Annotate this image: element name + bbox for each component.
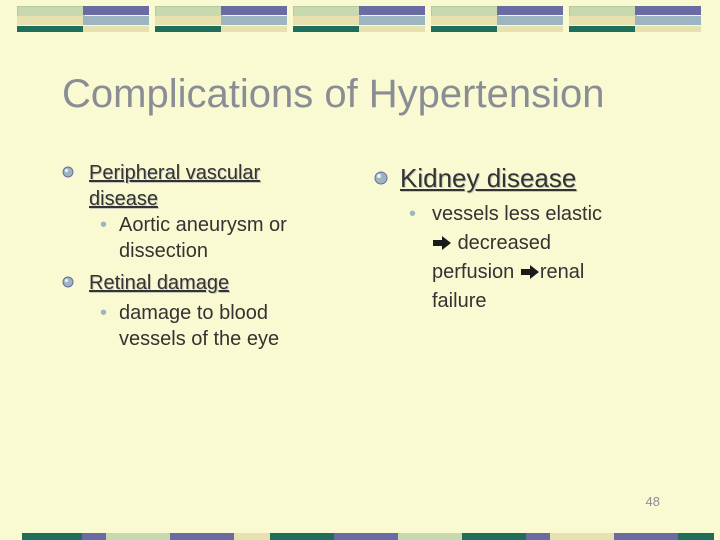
band-block [550,533,614,540]
sub-bullet-line2-row [432,229,672,258]
band-block [221,16,287,25]
band-block [398,533,462,540]
sub-bullet-line2: dissection [119,240,208,262]
bullet-sphere-icon [62,276,74,288]
sub-bullet-line2: decreased [457,232,551,254]
band-block [83,6,149,15]
sub-bullet-vessels [372,200,672,316]
band-block [17,16,83,25]
bullet-label: Retinal damage [89,272,230,294]
bullet-sphere-icon [62,166,74,178]
band-block [359,26,425,32]
left-column [60,160,350,352]
band-block [155,26,221,32]
band-block [635,6,701,15]
bullet-kidney-disease [372,162,672,194]
band-block [431,26,497,32]
band-block [83,16,149,25]
sub-bullet-line1: damage to blood [119,302,269,324]
bullet-sphere-icon [374,171,388,185]
band-block [569,16,635,25]
band-block [22,533,82,540]
band-block [293,26,359,32]
right-arrow-icon [432,235,452,251]
band-block [359,16,425,25]
bullet-label: Kidney disease [400,163,577,193]
band-block [569,26,635,32]
band-block [678,533,714,540]
band-block [270,533,334,540]
band-block [334,533,398,540]
band-block [462,533,526,540]
sub-bullet-line2: vessels of the eye [119,328,280,350]
sub-bullet-line1: Aortic aneurysm or [119,214,287,236]
band-block [17,26,83,32]
sub-bullet-line3a: perfusion [432,261,515,283]
band-block [170,533,234,540]
bullet-retinal-damage [60,270,350,296]
band-block [614,533,678,540]
band-block [497,16,563,25]
page-number: 48 [645,494,660,509]
band-block [155,16,221,25]
band-block [431,16,497,25]
band-block [497,6,563,15]
right-column [372,162,672,316]
band-block [234,533,270,540]
bullet-label-line1: Peripheral vascular [89,162,261,184]
sub-bullet-blood-vessels [60,300,350,352]
band-block [293,16,359,25]
sub-bullet-dot-icon: • [409,203,417,225]
sub-bullet-line3-row [432,258,672,287]
band-block [221,26,287,32]
sub-bullet-dot-icon: • [100,214,108,236]
bullet-peripheral-vascular [60,160,350,212]
sub-bullet-line3b: renal [539,261,585,283]
top-decorative-band [0,6,720,34]
bullet-label-line2: disease [89,188,158,210]
right-arrow-icon [520,264,540,280]
bottom-decorative-band [0,533,720,540]
slide-title: Complications of Hypertension [62,72,605,116]
band-block [83,26,149,32]
band-block [359,6,425,15]
band-block [526,533,550,540]
sub-bullet-aortic [60,212,350,264]
band-block [82,533,106,540]
band-block [635,26,701,32]
sub-bullet-line1: vessels less elastic [432,203,603,225]
band-block [106,533,170,540]
sub-bullet-line4: failure [432,290,487,312]
sub-bullet-dot-icon: • [100,302,108,324]
band-block [221,6,287,15]
band-block [635,16,701,25]
band-block [497,26,563,32]
